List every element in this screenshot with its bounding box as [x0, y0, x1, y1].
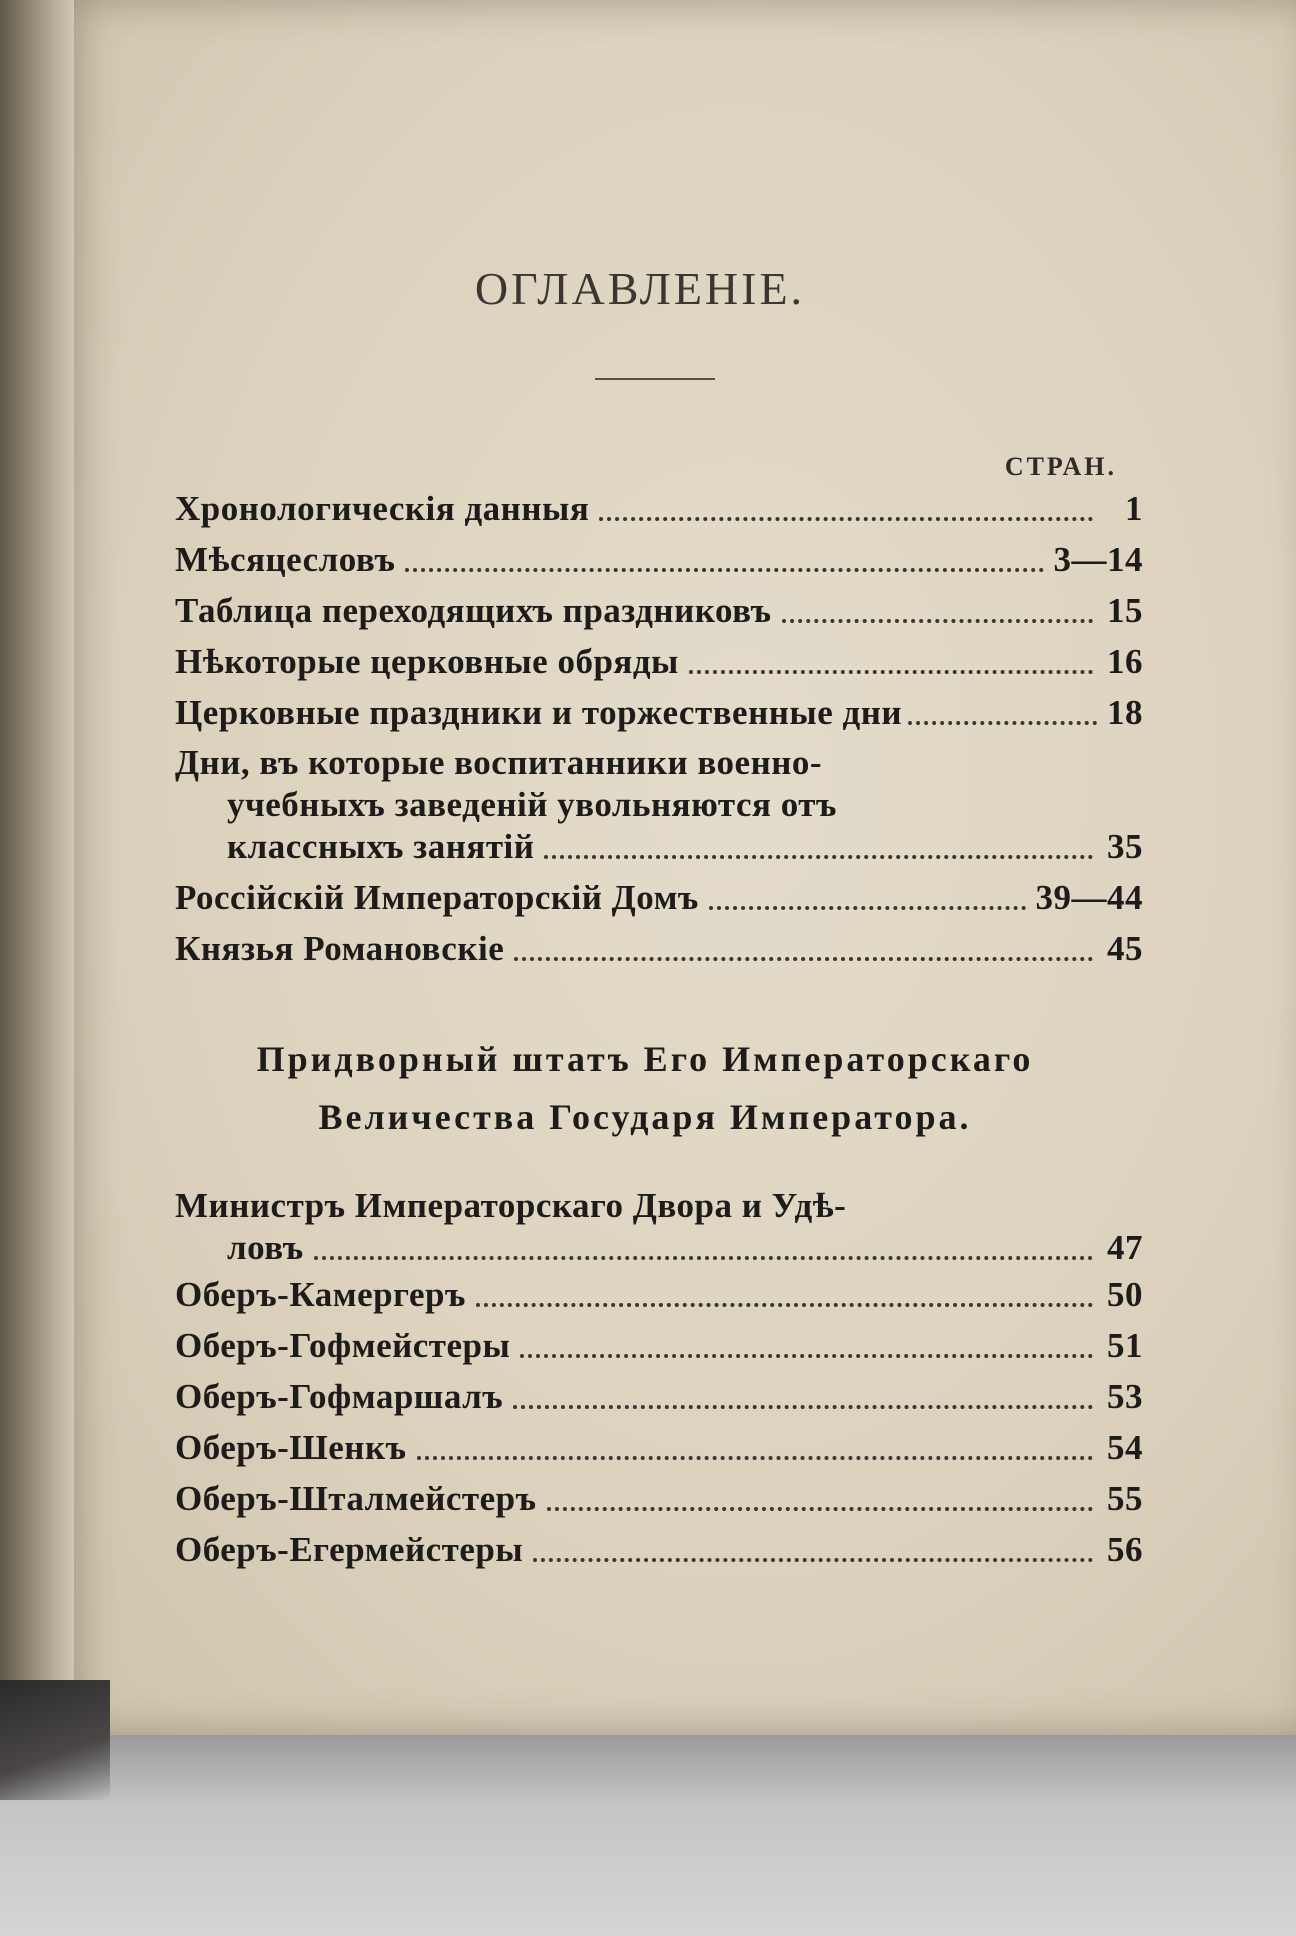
toc-entry: [175, 687, 1143, 738]
toc-entry-page: 15: [1107, 591, 1143, 630]
toc-entry-label: Хронологическія данныя: [175, 489, 590, 528]
toc-entry: [175, 483, 1143, 534]
toc-entry-page: 45: [1107, 929, 1143, 968]
page-column-header: СТРАН.: [1004, 452, 1117, 481]
toc-entry-page: 54: [1107, 1428, 1143, 1467]
page-title: ОГЛАВЛЕНІЕ.: [474, 263, 806, 314]
leader-dots: [533, 1558, 1093, 1562]
toc-entry: [175, 1320, 1143, 1371]
toc-entry-label: Церковные праздники и торжественные дни: [175, 693, 903, 732]
section-heading: [175, 1030, 1115, 1146]
toc-entry-page: 55: [1107, 1479, 1143, 1518]
toc-entry-label: Россійскій Императорскій Домъ: [175, 878, 699, 917]
toc-entry-label-line: классныхъ занятій: [227, 827, 535, 866]
leader-dots: [514, 957, 1093, 961]
toc-list-part-2: [175, 1185, 1143, 1575]
toc-entry-page: 56: [1107, 1530, 1143, 1569]
toc-entry-label: Мѣсяцесловъ: [175, 540, 396, 579]
toc-entry: [175, 1422, 1143, 1473]
leader-dots: [476, 1303, 1093, 1307]
section-heading-line: Величества Государя Императора.: [318, 1097, 972, 1137]
toc-entry-label-line: Министръ Императорскаго Двора и Удѣ-: [175, 1186, 847, 1225]
leader-dots: [782, 619, 1093, 623]
toc-entry-label: Нѣкоторые церковные обряды: [175, 642, 679, 681]
leader-dots: [405, 568, 1043, 572]
book-binding-edge: [0, 0, 74, 1800]
toc-entry: [175, 1473, 1143, 1524]
leader-dots: [599, 517, 1093, 521]
toc-entry-label-line: Дни, въ которые воспитанники военно-: [175, 743, 823, 782]
toc-entry-multiline: [175, 742, 1143, 868]
toc-entry: [175, 923, 1143, 974]
leader-dots: [417, 1456, 1093, 1460]
leader-dots: [547, 1507, 1094, 1511]
toc-entry-label-line: учебныхъ заведеній увольняются отъ: [227, 785, 837, 824]
toc-entry: [175, 872, 1143, 923]
leader-dots: [314, 1256, 1093, 1260]
toc-entry-label: Оберъ-Егермейстеры: [175, 1530, 524, 1569]
leader-dots: [544, 855, 1093, 859]
toc-entry-label: Оберъ-Гофмаршалъ: [175, 1377, 504, 1416]
section-heading-line: Придворный штатъ Его Императорскаго: [256, 1039, 1034, 1079]
toc-entry-page: 3—14: [1053, 540, 1143, 579]
toc-entry-label: Князья Романовскіе: [175, 929, 505, 968]
toc-entry: [175, 534, 1143, 585]
book-cover-corner: [0, 1680, 110, 1800]
table-of-contents: [175, 0, 1145, 1700]
toc-entry-label: Оберъ-Шенкъ: [175, 1428, 407, 1467]
toc-entry-label: Таблица переходящихъ праздниковъ: [175, 591, 772, 630]
leader-dots: [908, 721, 1097, 725]
toc-entry-page: 50: [1107, 1275, 1143, 1314]
toc-entry-multiline: [175, 1185, 1143, 1269]
background-surface: [0, 1735, 1296, 1936]
toc-entry-page: 53: [1107, 1377, 1143, 1416]
leader-dots: [709, 906, 1026, 910]
toc-entry-label-line: ловъ: [227, 1228, 304, 1267]
toc-entry-label: Оберъ-Шталмейстеръ: [175, 1479, 537, 1518]
toc-entry: [175, 1371, 1143, 1422]
leader-dots: [513, 1405, 1093, 1409]
toc-entry-page: 39—44: [1035, 878, 1143, 917]
toc-entry: [175, 636, 1143, 687]
toc-list-part-1: [175, 483, 1143, 974]
toc-entry: [175, 1524, 1143, 1575]
toc-entry-page: 35: [1107, 827, 1143, 866]
toc-entry-label: Оберъ-Гофмейстеры: [175, 1326, 511, 1365]
toc-entry: [175, 1269, 1143, 1320]
leader-dots: [689, 670, 1093, 674]
toc-entry-page: 51: [1107, 1326, 1143, 1365]
title-divider: [595, 378, 715, 380]
toc-entry-label: Оберъ-Камергеръ: [175, 1275, 466, 1314]
toc-entry-page: 1: [1125, 489, 1143, 528]
toc-entry-page: 47: [1107, 1228, 1143, 1267]
toc-entry-page: 16: [1107, 642, 1143, 681]
leader-dots: [520, 1354, 1093, 1358]
toc-entry-page: 18: [1107, 693, 1143, 732]
toc-entry: [175, 585, 1143, 636]
